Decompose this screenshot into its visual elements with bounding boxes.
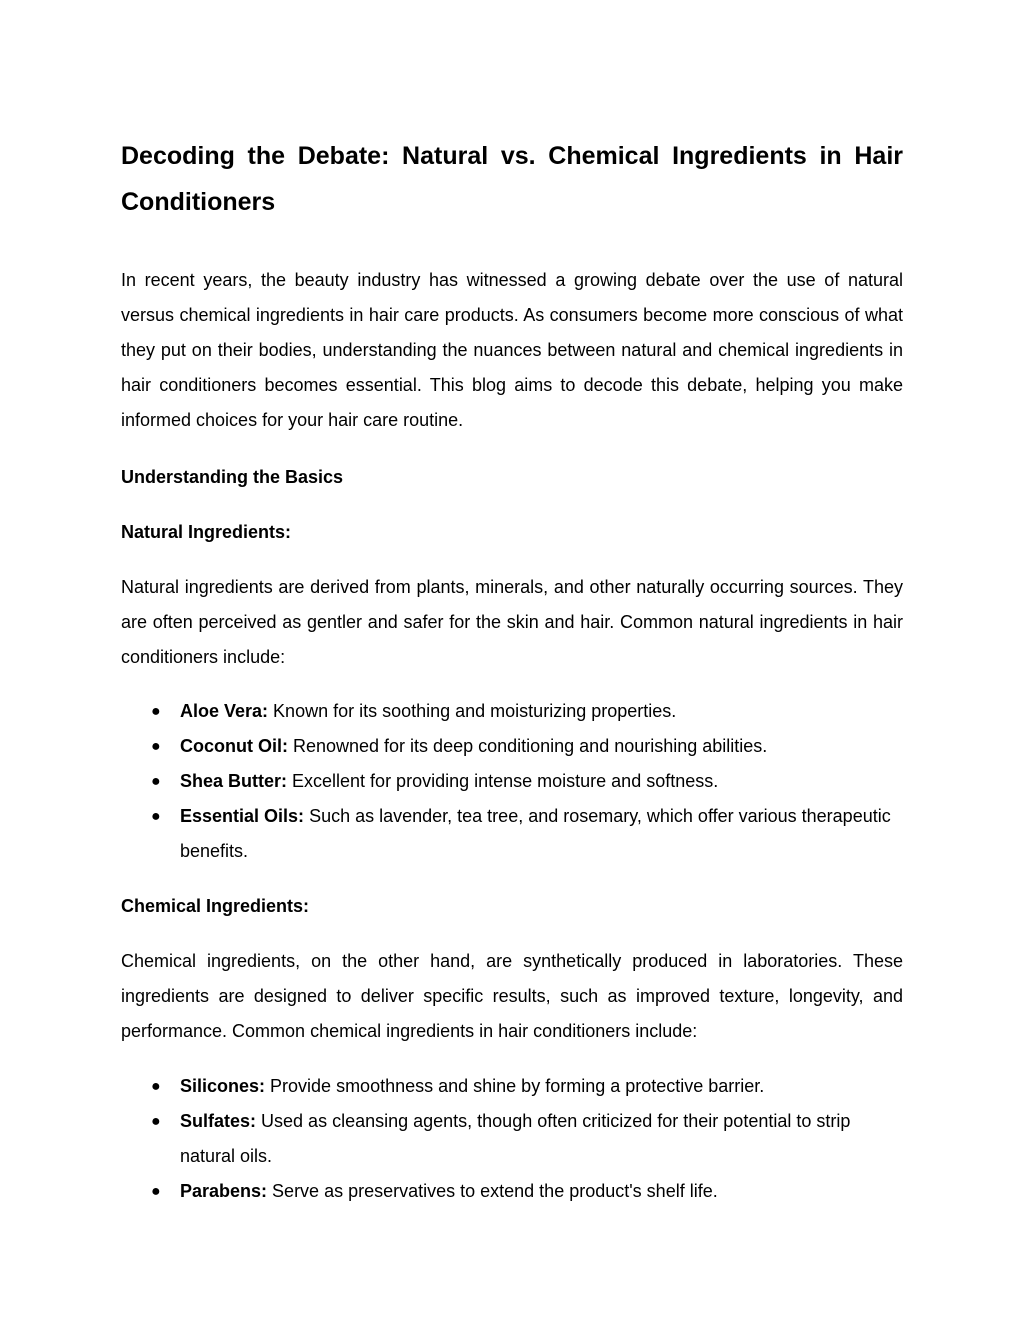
bullet-icon: ● — [151, 1183, 161, 1200]
ingredient-term: Sulfates: — [180, 1111, 257, 1131]
bullet-icon: ● — [151, 1078, 161, 1095]
ingredient-term: Essential Oils: — [180, 806, 305, 826]
ingredient-term: Silicones: — [180, 1076, 266, 1096]
list-item — [121, 729, 903, 764]
list-item — [121, 1174, 903, 1209]
bullet-icon: ● — [151, 738, 161, 755]
natural-ingredients-list — [121, 694, 903, 869]
ingredient-description: Known for its soothing and moisturizing properties. — [268, 701, 677, 721]
bullet-icon: ● — [151, 1113, 161, 1130]
ingredient-description: Renowned for its deep conditioning and nourishing abilities. — [287, 736, 768, 756]
list-item — [121, 799, 903, 869]
ingredient-description: Such as lavender, tea tree, and rosemary, which offer various therapeutic benefits. — [180, 806, 891, 861]
section-heading-basics: Understanding the Basics — [121, 467, 344, 487]
document-page — [121, 133, 903, 1209]
ingredient-description: Provide smoothness and shine by forming a protective barrier. — [265, 1076, 765, 1096]
chemical-ingredients-list — [121, 1069, 903, 1209]
ingredient-term: Shea Butter: — [180, 771, 288, 791]
ingredient-term: Coconut Oil: — [180, 736, 288, 756]
list-item — [121, 1069, 903, 1104]
ingredient-term: Aloe Vera: — [180, 701, 269, 721]
list-item — [121, 764, 903, 799]
list-item — [121, 1104, 903, 1174]
bullet-icon: ● — [151, 703, 161, 720]
subheading-natural-ingredients: Natural Ingredients: — [121, 522, 292, 542]
ingredient-description: Excellent for providing intense moisture and softness. — [287, 771, 719, 791]
ingredient-term: Parabens: — [180, 1181, 268, 1201]
list-item — [121, 694, 903, 729]
bullet-icon: ● — [151, 773, 161, 790]
ingredient-description: Serve as preservatives to extend the product's shelf life. — [267, 1181, 718, 1201]
intro-paragraph: In recent years, the beauty industry has witnessed a growing debate over the use of natural versus chemical ingredients in hair care products. As consumers become more conscious of what they put on their bodies, understanding the nuances between natural and chemical ingredients in hair conditioners becomes essential. This blog aims to decode this debate, helping you make informed choices for your hair care routine. — [121, 270, 903, 430]
document-title: Decoding the Debate: Natural vs. Chemical Ingredients in Hair Conditioners — [121, 142, 903, 216]
chemical-ingredients-paragraph: Chemical ingredients, on the other hand, are synthetically produced in laboratories. These ingredients are designed to deliver specific results, such as improved texture, longevity, and performance. Common chemical ingredients in hair conditioners include: — [121, 951, 903, 1041]
subheading-chemical-ingredients: Chemical Ingredients: — [121, 896, 310, 916]
ingredient-description: Used as cleansing agents, though often criticized for their potential to strip natural oils. — [180, 1111, 851, 1166]
bullet-icon: ● — [151, 808, 161, 825]
natural-ingredients-paragraph: Natural ingredients are derived from plants, minerals, and other naturally occurring sources. They are often perceived as gentler and safer for the skin and hair. Common natural ingredients in hair conditioners include: — [121, 577, 903, 667]
